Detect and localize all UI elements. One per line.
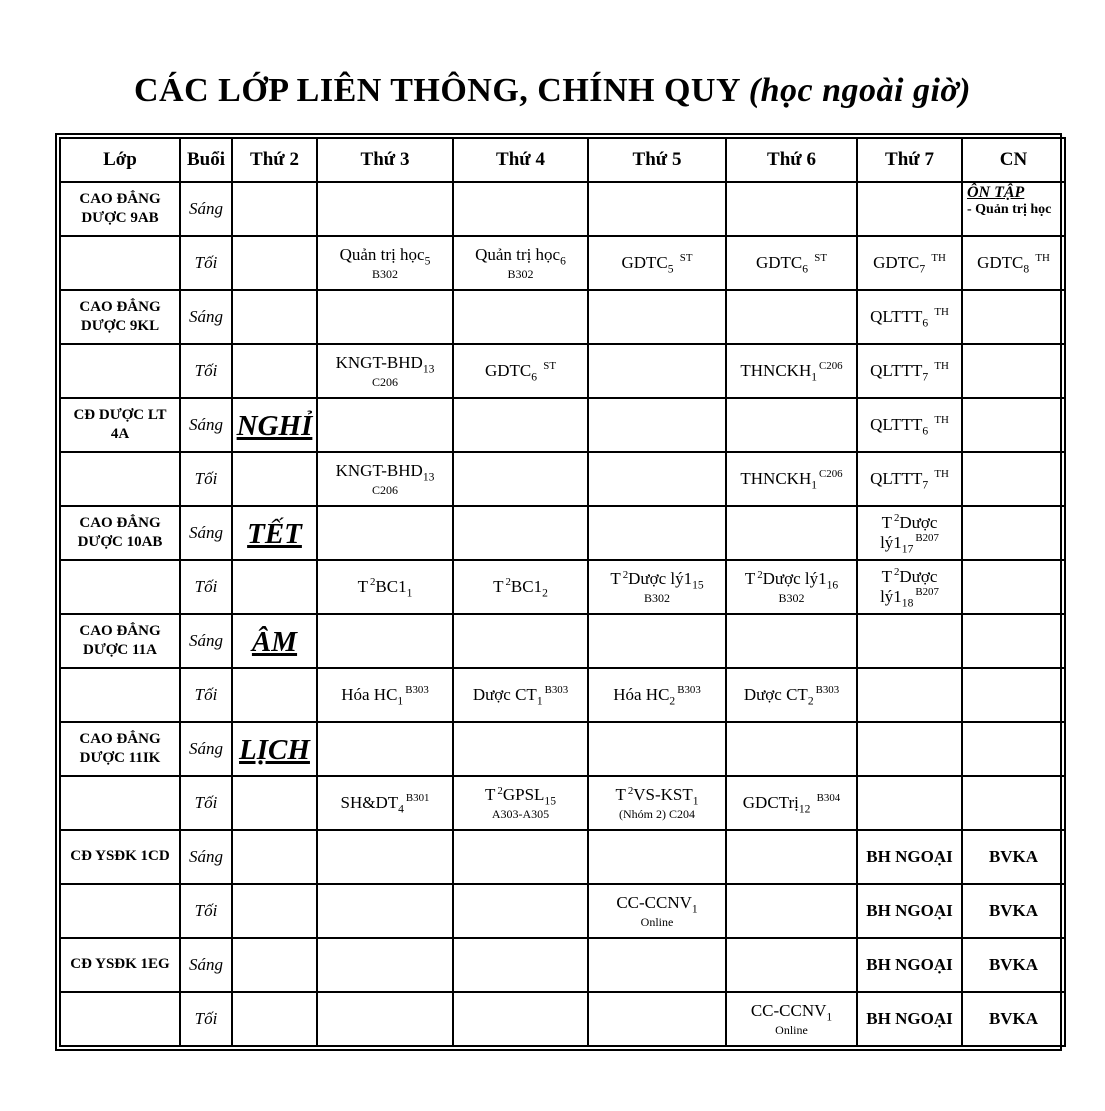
schedule-cell (317, 830, 453, 884)
course-name: T $^2BC1_2$ (493, 576, 548, 600)
schedule-cell (962, 722, 1065, 776)
room-label: (Nhóm 2) C204 (619, 806, 695, 821)
room-label: Online (640, 914, 674, 929)
schedule-cell (588, 776, 726, 830)
class-name-cell (60, 452, 180, 506)
schedule-cell (317, 614, 453, 668)
class-name-cell (60, 344, 180, 398)
schedule-cell (453, 830, 588, 884)
class-name-cell: CAO ĐẲNG DƯỢC 11IK (60, 722, 180, 776)
schedule-cell (726, 398, 857, 452)
schedule-cell (453, 398, 588, 452)
header-class: Lớp (60, 138, 180, 182)
schedule-cell (588, 668, 726, 722)
header-saturday: Thứ 7 (857, 138, 962, 182)
review-note: - Quản trị học (967, 202, 1052, 218)
schedule-cell (726, 560, 857, 614)
schedule-cell (962, 560, 1065, 614)
schedule-cell (726, 506, 857, 560)
course-name: BH NGOẠI (866, 1009, 953, 1029)
course-name: BVKA (988, 901, 1039, 921)
header-friday: Thứ 6 (726, 138, 857, 182)
schedule-cell (726, 236, 857, 290)
schedule-cell (588, 182, 726, 236)
schedule-cell (232, 236, 317, 290)
schedule-cell (232, 452, 317, 506)
schedule-cell (588, 398, 726, 452)
schedule-cell (317, 398, 453, 452)
schedule-cell (857, 830, 962, 884)
session-cell: Sáng (180, 398, 232, 452)
schedule-cell (453, 668, 588, 722)
course-name: $CC-CCNV_1$ (616, 893, 698, 916)
course-name: GDCTrị$_{12}$ $^{B304}$ (742, 792, 841, 816)
schedule-cell (588, 236, 726, 290)
schedule-cell (962, 884, 1065, 938)
header-session: Buổi (180, 138, 232, 182)
schedule-cell (857, 776, 962, 830)
course-name: KNGT-$BHD_{13}$ (335, 353, 435, 376)
course-name: BH NGOẠI (866, 955, 953, 975)
table-row (60, 722, 1065, 776)
schedule-cell (453, 344, 588, 398)
schedule-cell (453, 938, 588, 992)
table-row (60, 614, 1065, 668)
schedule-cell (962, 452, 1065, 506)
course-name: Hóa $HC_1^{B303}$ (341, 684, 429, 708)
schedule-cell (857, 938, 962, 992)
course-name: BVKA (988, 847, 1039, 867)
schedule-cell (962, 290, 1065, 344)
course-name: $GDTC_7$ $^{TH}$ (873, 252, 946, 276)
schedule-cell (232, 992, 317, 1046)
page-title-main: CÁC LỚP LIÊN THÔNG, CHÍNH QUY (133, 72, 740, 109)
table-row (60, 236, 1065, 290)
class-name-cell (60, 776, 180, 830)
schedule-cell (726, 614, 857, 668)
schedule-cell (232, 182, 317, 236)
room-label: B302 (507, 266, 534, 281)
course-name: T $^2BC1_1$ (357, 576, 413, 600)
room-label: C206 (371, 374, 398, 389)
course-name: KNGT-$BHD_{13}$ (335, 461, 435, 484)
class-name-cell (60, 236, 180, 290)
holiday-text: NGHỈ (236, 409, 313, 442)
class-name-cell (60, 560, 180, 614)
schedule-cell (232, 290, 317, 344)
room-label: C206 (371, 482, 398, 497)
schedule-cell (317, 182, 453, 236)
schedule-cell (317, 992, 453, 1046)
page-title-subtitle: (học ngoài giờ) (748, 72, 971, 109)
session-cell: Sáng (180, 182, 232, 236)
course-name: T $^2$Dược $lý1_{18}^{B207}$ (880, 565, 939, 610)
course-name: T $^2$Dược $lý1_{17}^{B207}$ (880, 511, 939, 556)
room-label: A303-A305 (491, 806, 550, 821)
schedule-cell (317, 344, 453, 398)
session-cell: Tối (180, 992, 232, 1046)
schedule-cell (453, 506, 588, 560)
schedule-cell (232, 830, 317, 884)
course-name: Hóa $HC_2^{B303}$ (613, 684, 701, 708)
class-name-cell: CAO ĐẲNG DƯỢC 11A (60, 614, 180, 668)
course-name: $QLTTT_6$ $^{TH}$ (870, 414, 949, 438)
schedule-cell (588, 560, 726, 614)
schedule-cell (962, 830, 1065, 884)
schedule-cell (962, 938, 1065, 992)
table-row (60, 398, 1065, 452)
class-name-cell: CAO ĐẲNG DƯỢC 10AB (60, 506, 180, 560)
course-name: T $^2GPSL_{15}$ (485, 784, 556, 808)
table-row (60, 992, 1065, 1046)
schedule-cell (588, 614, 726, 668)
course-name: $GDTC_6$ $^{ST}$ (484, 360, 556, 384)
class-name-cell (60, 884, 180, 938)
schedule-cell (588, 938, 726, 992)
header-row (60, 138, 1065, 182)
schedule-cell (317, 236, 453, 290)
header-wednesday: Thứ 4 (453, 138, 588, 182)
course-name: $GDTC_5$ $^{ST}$ (621, 252, 693, 276)
schedule-cell (857, 236, 962, 290)
class-name-cell (60, 992, 180, 1046)
page-title (0, 72, 1105, 110)
table-row (60, 182, 1065, 236)
schedule-cell (962, 506, 1065, 560)
table-row (60, 452, 1065, 506)
schedule-cell (588, 290, 726, 344)
course-name: BH NGOẠI (866, 847, 953, 867)
schedule-cell (962, 236, 1065, 290)
schedule-cell (726, 776, 857, 830)
schedule-cell (857, 506, 962, 560)
schedule-cell (726, 992, 857, 1046)
schedule-cell (232, 398, 317, 452)
review-title: ÔN TẬP (967, 184, 1025, 201)
schedule-cell (232, 668, 317, 722)
schedule-cell (726, 830, 857, 884)
schedule-cell (453, 884, 588, 938)
schedule-cell (726, 938, 857, 992)
schedule-cell (453, 776, 588, 830)
holiday-text: LỊCH (239, 733, 310, 766)
room-label: B302 (643, 590, 670, 605)
course-name: $GDTC_8$ $^{TH}$ (977, 252, 1050, 276)
session-cell: Tối (180, 668, 232, 722)
table-row (60, 884, 1065, 938)
schedule-cell (453, 992, 588, 1046)
class-name-cell (60, 668, 180, 722)
schedule-cell (232, 506, 317, 560)
schedule-cell (962, 776, 1065, 830)
header-monday: Thứ 2 (232, 138, 317, 182)
schedule-cell (962, 182, 1065, 236)
table-row (60, 290, 1065, 344)
session-cell: Sáng (180, 830, 232, 884)
timetable (55, 133, 1062, 1051)
class-name-cell: CĐ YSĐK 1EG (60, 938, 180, 992)
room-label: Online (775, 1022, 808, 1037)
course-name: $QLTTT_6$ $^{TH}$ (870, 306, 949, 330)
session-cell: Sáng (180, 290, 232, 344)
course-name: Dược $CT_2^{B303}$ (743, 684, 840, 708)
room-label: B302 (778, 590, 805, 605)
class-name-cell: CAO ĐẲNG DƯỢC 9AB (60, 182, 180, 236)
schedule-cell (857, 182, 962, 236)
schedule-cell (857, 668, 962, 722)
schedule-cell (857, 398, 962, 452)
course-name: T $^2VS-KST_1$ (615, 784, 699, 808)
schedule-cell (857, 722, 962, 776)
timetable-body (60, 182, 1065, 1046)
schedule-cell (232, 344, 317, 398)
session-cell: Tối (180, 560, 232, 614)
schedule-cell (962, 614, 1065, 668)
schedule-cell (453, 452, 588, 506)
schedule-cell (857, 452, 962, 506)
holiday-text: TẾT (247, 517, 302, 550)
schedule-cell (453, 182, 588, 236)
schedule-cell (453, 236, 588, 290)
schedule-cell (317, 452, 453, 506)
schedule-cell (317, 776, 453, 830)
schedule-cell (857, 992, 962, 1046)
schedule-cell (962, 668, 1065, 722)
schedule-cell (317, 560, 453, 614)
header-tuesday: Thứ 3 (317, 138, 453, 182)
session-cell: Sáng (180, 722, 232, 776)
session-cell: Tối (180, 776, 232, 830)
session-cell: Tối (180, 344, 232, 398)
header-sunday: CN (962, 138, 1065, 182)
schedule-cell (857, 344, 962, 398)
holiday-text: ÂM (251, 625, 298, 658)
table-row (60, 506, 1065, 560)
table-row (60, 830, 1065, 884)
course-name: $SH\&DT_4^{B301}$ (340, 792, 430, 816)
schedule-cell (726, 668, 857, 722)
schedule-cell (317, 668, 453, 722)
course-name: $GDTC_6$ $^{ST}$ (755, 252, 827, 276)
schedule-cell (857, 884, 962, 938)
schedule-cell (726, 344, 857, 398)
schedule-cell (317, 884, 453, 938)
schedule-cell (588, 884, 726, 938)
table-row (60, 938, 1065, 992)
schedule-cell (962, 992, 1065, 1046)
schedule-cell (726, 290, 857, 344)
schedule-cell (726, 722, 857, 776)
schedule-cell (588, 344, 726, 398)
schedule-cell (317, 506, 453, 560)
course-name: Quản trị học$_6$ (475, 245, 566, 268)
schedule-cell (232, 938, 317, 992)
course-name: $QLTTT_7$ $^{TH}$ (870, 360, 949, 384)
course-name: T $^2$Dược $lý1_{16}$ (744, 568, 839, 592)
schedule-cell (726, 182, 857, 236)
course-name: $QLTTT_7$ $^{TH}$ (870, 468, 949, 492)
schedule-cell (317, 938, 453, 992)
course-name: BH NGOẠI (866, 901, 953, 921)
table-row (60, 776, 1065, 830)
schedule-cell (232, 614, 317, 668)
schedule-cell (453, 614, 588, 668)
session-cell: Tối (180, 452, 232, 506)
schedule-cell (962, 344, 1065, 398)
schedule-cell (588, 722, 726, 776)
schedule-cell (962, 398, 1065, 452)
schedule-cell (232, 722, 317, 776)
course-name: T $^2$Dược $lý1_{15}$ (610, 568, 704, 592)
class-name-cell: CĐ YSĐK 1CD (60, 830, 180, 884)
schedule-cell (317, 722, 453, 776)
schedule-cell (588, 830, 726, 884)
schedule-cell (857, 290, 962, 344)
schedule-cell (857, 560, 962, 614)
session-cell: Tối (180, 884, 232, 938)
class-name-cell: CĐ DƯỢC LT 4A (60, 398, 180, 452)
schedule-cell (232, 560, 317, 614)
schedule-cell (317, 290, 453, 344)
table-row (60, 560, 1065, 614)
session-cell: Sáng (180, 506, 232, 560)
schedule-cell (588, 506, 726, 560)
header-thursday: Thứ 5 (588, 138, 726, 182)
schedule-cell (453, 290, 588, 344)
course-name: BVKA (988, 1009, 1039, 1029)
schedule-cell (232, 776, 317, 830)
table-row (60, 668, 1065, 722)
schedule-cell (588, 452, 726, 506)
course-name: Quản trị học$_5$ (339, 245, 431, 268)
schedule-cell (726, 884, 857, 938)
session-cell: Sáng (180, 938, 232, 992)
course-name: $THNCKH_1^{C206}$ (740, 360, 843, 384)
course-name: $CC-CCNV_1$ (750, 1001, 833, 1024)
session-cell: Sáng (180, 614, 232, 668)
schedule-cell (588, 992, 726, 1046)
room-label: B302 (371, 266, 398, 281)
course-name: $THNCKH_1^{C206}$ (740, 468, 843, 492)
class-name-cell: CAO ĐẲNG DƯỢC 9KL (60, 290, 180, 344)
schedule-cell (857, 614, 962, 668)
table-row (60, 344, 1065, 398)
course-name: BVKA (988, 955, 1039, 975)
schedule-cell (232, 884, 317, 938)
schedule-cell (453, 722, 588, 776)
timetable-table (59, 137, 1066, 1047)
schedule-cell (726, 452, 857, 506)
schedule-cell (453, 560, 588, 614)
course-name: Dược $CT_1^{B303}$ (472, 684, 569, 708)
session-cell: Tối (180, 236, 232, 290)
